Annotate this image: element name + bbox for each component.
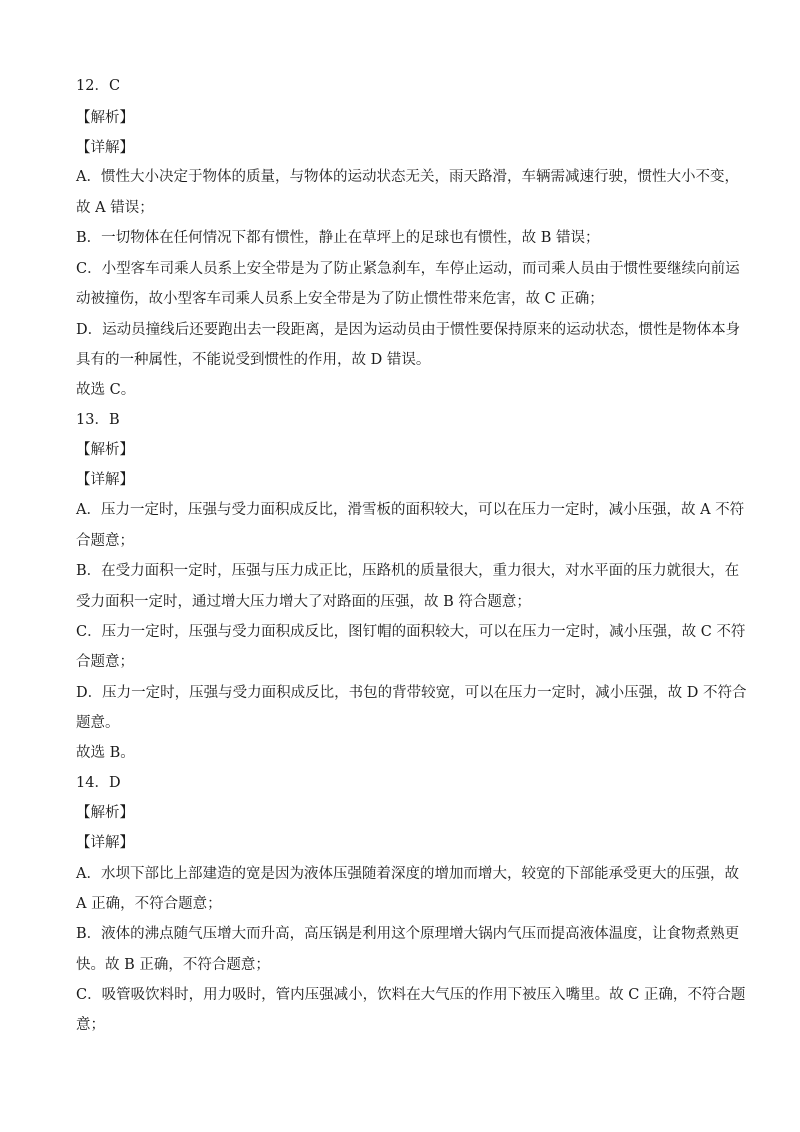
q12-analysis-heading: 【解析】 [76, 110, 134, 126]
q13-option-b-line2: 受力面积一定时，通过增大压力增大了对路面的压强，故 B 符合题意； [76, 594, 531, 610]
q13-option-d-line2: 题意。 [76, 715, 120, 731]
q13-number: 13．B [76, 412, 120, 428]
q12-option-a-line2: 故 A 错误； [76, 200, 154, 216]
q12-number: 12．C [76, 78, 121, 94]
q14-option-c-line2: 意； [76, 1017, 105, 1033]
q12-option-b: B．一切物体在任何情况下都有惯性，静止在草坪上的足球也有惯性，故 B 错误； [76, 230, 600, 246]
q13-detail-heading: 【详解】 [76, 472, 134, 488]
q14-option-b-line1: B．液体的沸点随气压增大而升高，高压锅是利用这个原理增大锅内气压而提高液体温度，让食物煮熟更 [76, 926, 740, 942]
q12-option-a-line1: A．惯性大小决定于物体的质量，与物体的运动状态无关，雨天路滑，车辆需减速行驶，惯性大小不变， [76, 169, 739, 185]
q13-option-d-line1: D．压力一定时，压强与受力面积成反比，书包的背带较宽，可以在压力一定时，减小压强，故 D 不符合 [76, 685, 747, 701]
q14-option-a-line2: A 正确，不符合题意； [76, 896, 222, 912]
q12-option-c-line1: C．小型客车司乘人员系上安全带是为了防止紧急刹车，车停止运动，而司乘人员由于惯性要继续向前运 [76, 261, 740, 277]
q13-option-c-line2: 合题意； [76, 654, 134, 670]
q13-option-a-line1: A．压力一定时，压强与受力面积成反比，滑雪板的面积较大，可以在压力一定时，减小压强，故 A 不符 [76, 502, 745, 518]
q12-detail-heading: 【详解】 [76, 140, 134, 156]
q13-choice: 故选 B。 [76, 745, 135, 761]
q14-detail-heading: 【详解】 [76, 835, 134, 851]
q14-option-a-line1: A．水坝下部比上部建造的宽是因为液体压强随着深度的增加而增大，较宽的下部能承受更大的压强，故 [76, 866, 739, 882]
q13-analysis-heading: 【解析】 [76, 442, 134, 458]
q13-option-c-line1: C．压力一定时，压强与受力面积成反比，图钉帽的面积较大，可以在压力一定时，减小压强，故 C 不符 [76, 624, 746, 640]
q14-option-c-line1: C．吸管吸饮料时，用力吸时，管内压强减小，饮料在大气压的作用下被压入嘴里。故 C 正确，不符合题 [76, 987, 746, 1003]
q14-analysis-heading: 【解析】 [76, 805, 134, 821]
q13-option-b-line1: B．在受力面积一定时，压强与压力成正比，压路机的质量很大，重力很大，对水平面的压力就很大，在 [76, 563, 740, 579]
q14-option-b-line2: 快。故 B 正确，不符合题意； [76, 957, 270, 973]
q12-choice: 故选 C。 [76, 382, 136, 398]
q14-number: 14．D [76, 775, 121, 791]
q13-option-a-line2: 合题意； [76, 533, 134, 549]
q12-option-d-line1: D．运动员撞线后还要跑出去一段距离，是因为运动员由于惯性要保持原来的运动状态，惯性是物体本身 [76, 322, 741, 338]
q12-option-d-line2: 具有的一种属性，不能说受到惯性的作用，故 D 错误。 [76, 352, 431, 368]
q12-option-c-line2: 动被撞伤，故小型客车司乘人员系上安全带是为了防止惯性带来危害，故 C 正确； [76, 291, 604, 307]
